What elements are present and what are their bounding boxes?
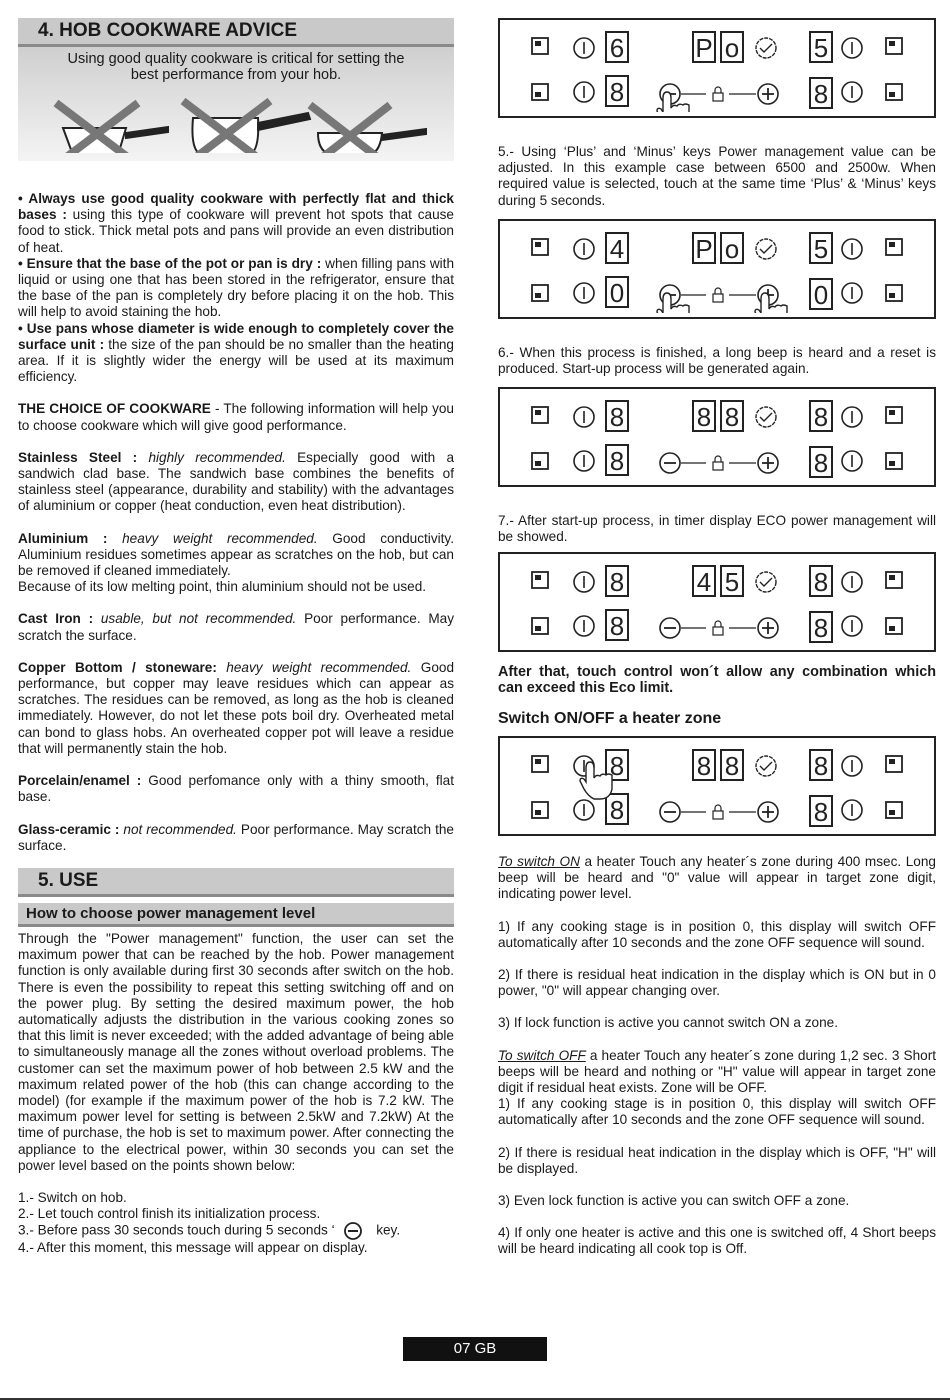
pan-illustration-3 [310, 105, 426, 153]
aluminium-note: Because of its low melting point, thin aluminium should not be used. [18, 579, 427, 595]
power-management-subheading: How to choose power management level [18, 903, 454, 927]
step-6-text: 6.- When this process is finished, a long beep is heard and a reset is produced. Start-up process will be generated again. [498, 344, 936, 377]
step-7-text: 7.- After start-up process, in timer display ECO power management will be showed. [498, 513, 936, 545]
cast-iron: Cast Iron : usable, but not recommended. Poor performance. May scratch the surface. [18, 611, 455, 643]
power-management-text: Through the "Power management" function, the user can set the maximum power that can be reached by the hob. Power management function is only available during first 30 seconds after switch on the hob. There is even the possibility to repeat this setting switching off and on the power plug. By setting the desired maximum power, the hob automatically adjusts the distribution in the various cooking zones so that this limit is never exceeded; with the added advantage of being able to simultaneously manage all the zones without overload problems. The customer can set the maximum power of hob between 2.5 kW and the maximum related power of the hob (this can change according to the model) (for example if the maximum power of the hob is 7.2 kW. The maximum power level for setting is between 2.5kW and 7.2kW) At the time of purchase, the hob is set to maximum power. After connecting the appliance to the electrical power, within 30 seconds you can set the power level based on the points shown below: [18, 930, 454, 1173]
power-key-bottom-left[interactable] [574, 82, 594, 102]
svg-text:6: 6 [609, 33, 625, 63]
svg-text:P: P [695, 33, 713, 63]
timer-display-2 [721, 566, 743, 597]
timer-display-1 [693, 233, 715, 264]
pan-illustration-1 [56, 103, 168, 153]
zone-display-bottom-right [810, 796, 832, 827]
svg-text:8: 8 [696, 751, 712, 782]
power-key-top-right[interactable] [842, 572, 862, 592]
svg-text:8: 8 [813, 566, 829, 597]
switch-heater-heading: Switch ON/OFF a heater zone [498, 710, 722, 728]
bullet-dry-base: • Ensure that the base of the pot or pan is dry : when filling pans with liquid or using one that has been stored in the refrigerator, ensure that the base of the pan is completely dry before placing it on the hob. This will help to avoid staining the hob. [18, 255, 455, 320]
timer-display-1 [693, 750, 715, 781]
zone-display-top-right [810, 566, 832, 597]
power-key-top-left[interactable] [574, 239, 594, 259]
lock-icon[interactable] [713, 87, 723, 101]
power-key-top-left[interactable] [574, 407, 594, 427]
panel-diagram [500, 738, 934, 830]
minus-key[interactable] [660, 618, 680, 638]
minus-key[interactable] [660, 802, 680, 822]
copper-bottom: Copper Bottom / stoneware: heavy weight recommended. Good performance, but copper may leave residues which can appear as scratches. The residues can be removed, as long as the hob is cleaned immediately. However, do not let these pots boil dry. Overheated metal can bond to glass hobs. An overheated copper pot will leave a residue that will permanently stain the hob. [18, 659, 454, 756]
switch-off-1: 1) If any cooking stage is in position 0, this display will switch OFF automatically after 10 seconds and the zone OFF sequence will sound. [498, 1096, 936, 1128]
zone-indicator-top-right [886, 239, 902, 255]
svg-text:5: 5 [813, 233, 829, 264]
section-4-heading: 4. HOB COOKWARE ADVICE [18, 18, 454, 47]
bullet-good-cookware: • Always use good quality cookware with perfectly flat and thick bases : using this type of cookware will prevent hot spots that cause food to stick. Thick metal pots and pans will provide an even distribution of heat. [18, 191, 454, 255]
timer-icon[interactable] [756, 407, 776, 427]
minus-key-icon [342, 1222, 364, 1240]
zone-display-top-right [810, 233, 832, 264]
plus-key[interactable] [758, 802, 778, 822]
page-number: 07 GB [403, 1337, 547, 1361]
svg-text:8: 8 [609, 751, 625, 782]
zone-indicator-bottom-left [532, 618, 548, 634]
zone-display-bottom-right [810, 78, 832, 109]
choice-of-cookware: THE CHOICE OF COOKWARE - The following information will help you to choose cookware which will give good performance. [18, 401, 454, 433]
zone-indicator-bottom-right [886, 618, 902, 634]
control-panel-4 [498, 552, 936, 652]
pan-illustration-2 [183, 101, 310, 153]
svg-text:8: 8 [609, 610, 625, 641]
bullet-pan-diameter: • Use pans whose diameter is wide enough to completely cover the surface unit : the size of the pan should be no smaller than the heating area. If it is slightly wider the energy will be used at its maximum efficiency. [18, 320, 454, 385]
svg-text:5: 5 [813, 33, 829, 63]
plus-key[interactable] [758, 84, 778, 104]
svg-text:o: o [724, 233, 740, 264]
step-3: 3.- Before pass 30 seconds touch during 5 seconds ‘ key. [18, 1222, 454, 1240]
power-key-bottom-right[interactable] [842, 451, 862, 471]
control-panel-3 [498, 387, 936, 487]
svg-text:8: 8 [813, 79, 829, 109]
timer-display-1 [693, 401, 715, 432]
zone-display-bottom-left [606, 610, 628, 641]
zone-display-bottom-right [810, 612, 832, 643]
cookware-banner [18, 47, 454, 161]
power-key-bottom-left[interactable] [574, 616, 594, 636]
svg-text:P: P [695, 233, 713, 264]
lock-icon[interactable] [713, 805, 723, 819]
power-key-bottom-right[interactable] [842, 800, 862, 820]
switch-off-3: 3) Even lock function is active you can switch OFF a zone. [498, 1193, 850, 1209]
zone-indicator-top-right [886, 38, 902, 54]
power-key-bottom-left[interactable] [574, 451, 594, 471]
porcelain-enamel: Porcelain/enamel : Good perfomance only with a thiny smooth, flat base. [18, 773, 454, 805]
zone-indicator-bottom-left [532, 453, 548, 469]
banner-text: Using good quality cookware is critical for setting the best performance from your hob. [67, 51, 405, 83]
svg-text:8: 8 [724, 751, 740, 782]
switch-off-text: To switch OFF a heater Touch any heater´s zone during 1,2 sec. 3 Short beeps will be heard and nothing or "H" value will appear in target zone digit if residual heat exists. Zone will be OFF. [498, 1047, 936, 1096]
svg-text:0: 0 [813, 279, 829, 310]
plus-key[interactable] [758, 453, 778, 473]
timer-icon[interactable] [756, 239, 776, 259]
switch-off-4: 4) If only one heater is active and this one is switched off, 4 Short beeps will be heard indicating all cook top is Off. [498, 1225, 936, 1257]
timer-icon[interactable] [756, 38, 776, 58]
zone-indicator-top-left [532, 756, 548, 772]
step-1: 1.- Switch on hob. [18, 1189, 127, 1205]
zone-display-top-right [810, 32, 832, 63]
zone-indicator-bottom-right [886, 84, 902, 100]
timer-display-2 [721, 401, 743, 432]
power-key-top-left[interactable] [574, 572, 594, 592]
aluminium: Aluminium : heavy weight recommended. Good conductivity. Aluminium residues sometimes appear as scratches on the hob, but can be removed if cleaned immediately. [18, 530, 454, 579]
step-2: 2.- Let touch control finish its initialization process. [18, 1206, 321, 1222]
right-column [498, 18, 936, 1258]
zone-indicator-top-left [532, 38, 548, 54]
power-key-top-right[interactable] [842, 407, 862, 427]
svg-text:o: o [724, 33, 740, 63]
timer-display-1 [693, 566, 715, 597]
panel-diagram [500, 221, 934, 313]
control-panel-2 [498, 219, 936, 319]
zone-display-top-left [606, 32, 628, 63]
stainless-steel: Stainless Steel : highly recommended. Especially good with a sandwich clad base. The sandwich base combines the benefits of stainless steel (appearance, durability and stability) with the advantages of aluminium or copper (heat conduction, even heat distribution). [18, 449, 455, 514]
zone-display-top-right [810, 401, 832, 432]
control-panel-1 [498, 18, 936, 118]
power-key-top-left[interactable] [574, 38, 594, 58]
lock-icon[interactable] [713, 288, 723, 302]
step-5-text: 5.- Using ‘Plus’ and ‘Minus’ keys Power management value can be adjusted. In this example case between 6500 and 2500w. When required value is selected, touch at the same time ‘Plus’ & ‘Minus’ keys during 5 seconds. [498, 144, 936, 208]
power-key-top-right[interactable] [842, 756, 862, 776]
plus-key[interactable] [758, 618, 778, 638]
power-key-bottom-left[interactable] [574, 283, 594, 303]
control-panel-5 [498, 736, 936, 836]
power-key-bottom-left[interactable] [574, 800, 594, 820]
power-key-top-right[interactable] [842, 38, 862, 58]
svg-text:0: 0 [609, 277, 625, 308]
svg-text:8: 8 [813, 402, 829, 433]
switch-on-1: 1) If any cooking stage is in position 0, this display will switch OFF automatically after 10 seconds and the zone OFF sequence will sound. [498, 918, 936, 950]
timer-display-2 [721, 233, 743, 264]
zone-display-bottom-right [810, 447, 832, 478]
lock-icon[interactable] [713, 621, 723, 635]
zone-display-bottom-left [606, 445, 628, 476]
zone-display-top-left [606, 233, 628, 264]
zone-display-bottom-left [606, 76, 628, 107]
svg-text:8: 8 [609, 402, 625, 433]
zone-indicator-bottom-left [532, 802, 548, 818]
timer-display-1 [693, 32, 715, 63]
power-key-bottom-right[interactable] [842, 283, 862, 303]
zone-indicator-bottom-right [886, 285, 902, 301]
zone-indicator-top-left [532, 239, 548, 255]
panel-diagram [500, 20, 934, 112]
eco-limit-note: After that, touch control won´t allow any combination which can exceed this Eco limit. [498, 663, 936, 696]
svg-text:8: 8 [813, 448, 829, 479]
switch-off-2: 2) If there is residual heat indication in the display which is OFF, "H" will be displayed. [498, 1144, 936, 1176]
zone-indicator-bottom-left [532, 285, 548, 301]
step-4: 4.- After this moment, this message will appear on display. [18, 1240, 368, 1256]
svg-text:8: 8 [609, 566, 625, 597]
zone-indicator-bottom-right [886, 453, 902, 469]
left-column [18, 18, 454, 1257]
svg-text:8: 8 [813, 797, 829, 828]
power-key-bottom-right[interactable] [842, 82, 862, 102]
svg-text:5: 5 [724, 566, 740, 597]
zone-display-bottom-left [606, 794, 628, 825]
zone-indicator-top-right [886, 756, 902, 772]
zone-display-top-left [606, 401, 628, 432]
zone-display-top-right [810, 750, 832, 781]
power-key-bottom-right[interactable] [842, 616, 862, 636]
svg-text:8: 8 [724, 402, 740, 433]
section-5-heading: 5. USE [18, 868, 454, 897]
svg-text:8: 8 [813, 751, 829, 782]
power-key-top-right[interactable] [842, 239, 862, 259]
svg-text:8: 8 [609, 446, 625, 477]
timer-display-2 [721, 750, 743, 781]
crossed-pans-illustration [18, 83, 454, 153]
glass-ceramic: Glass-ceramic : not recommended. Poor performance. May scratch the surface. [18, 821, 454, 853]
switch-on-2: 2) If there is residual heat indication in the display which is ON but in 0 power, "0" will appear changing over. [498, 967, 936, 999]
switch-on-text: To switch ON a heater Touch any heater´s zone during 400 msec. Long beep will be heard and "0" value will appear in target zone digit, indicating power level. [498, 854, 936, 902]
panel-diagram [500, 554, 934, 646]
switch-on-3: 3) If lock function is active you cannot switch ON a zone. [498, 1015, 839, 1031]
timer-icon[interactable] [756, 572, 776, 592]
zone-indicator-top-right [886, 572, 902, 588]
zone-indicator-bottom-left [532, 84, 548, 100]
svg-text:8: 8 [813, 612, 829, 643]
svg-text:8: 8 [609, 795, 625, 826]
minus-key[interactable] [660, 453, 680, 473]
svg-text:4: 4 [696, 566, 712, 597]
timer-display-2 [721, 32, 743, 63]
svg-text:8: 8 [609, 77, 625, 107]
timer-icon[interactable] [756, 756, 776, 776]
zone-indicator-top-left [532, 572, 548, 588]
zone-indicator-bottom-right [886, 802, 902, 818]
zone-display-bottom-left [606, 277, 628, 308]
panel-diagram [500, 389, 934, 481]
zone-display-bottom-right [810, 279, 832, 310]
zone-indicator-top-left [532, 407, 548, 423]
zone-indicator-top-right [886, 407, 902, 423]
svg-text:4: 4 [609, 233, 625, 264]
zone-display-top-left [606, 566, 628, 597]
svg-text:8: 8 [696, 402, 712, 433]
lock-icon[interactable] [713, 456, 723, 470]
